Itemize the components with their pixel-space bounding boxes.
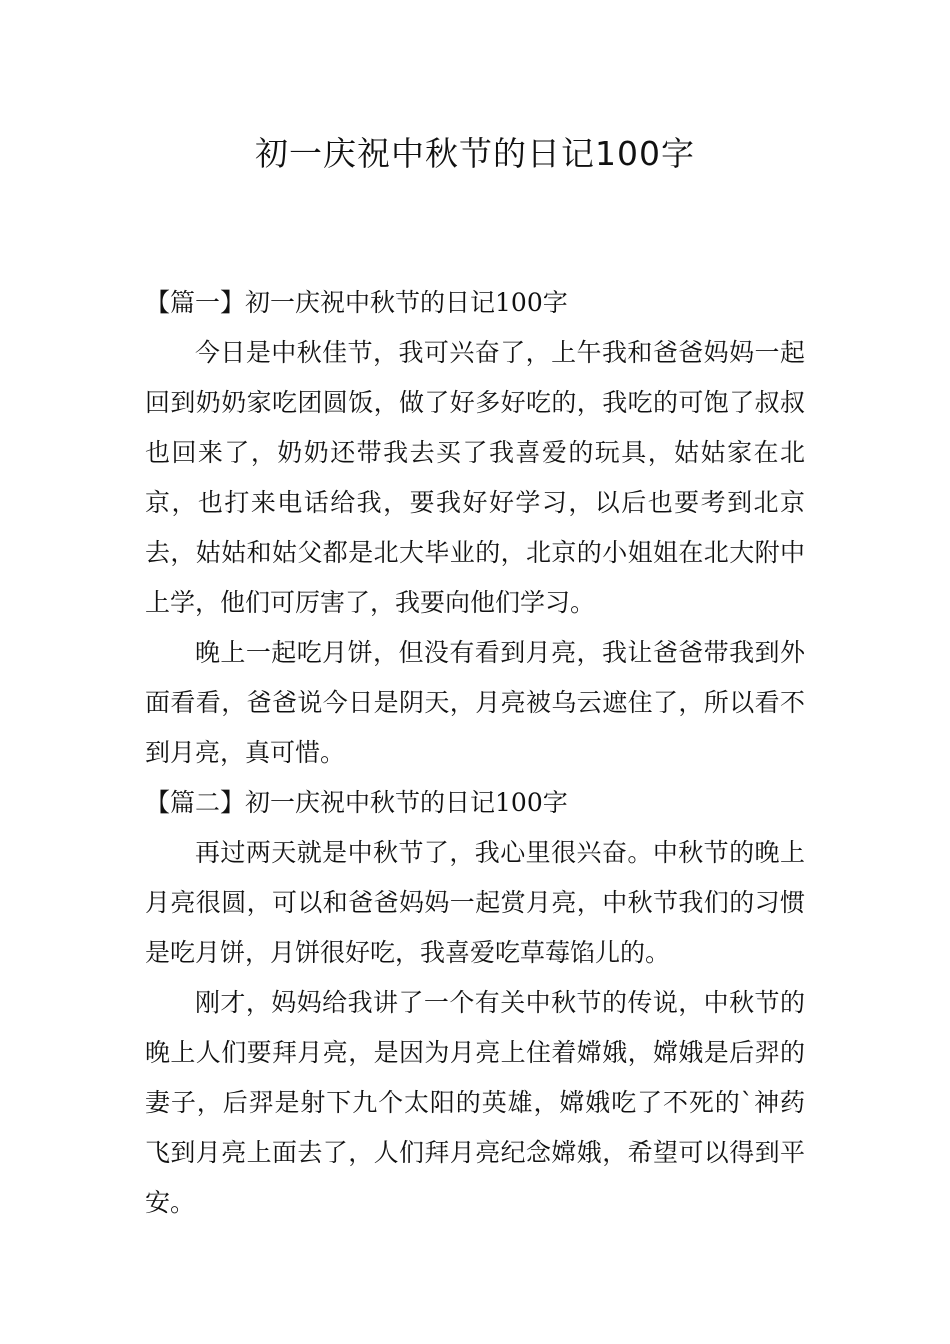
paragraph: 晚上一起吃月饼，但没有看到月亮，我让爸爸带我到外面看看，爸爸说今日是阴天，月亮被乌云遮住了，所以看不到月亮，真可惜。 — [145, 638, 805, 767]
section-2 — [145, 778, 805, 1228]
document-title: 初一庆祝中秋节的日记100字 — [255, 134, 695, 173]
paragraph: 今日是中秋佳节，我可兴奋了，上午我和爸爸妈妈一起回到奶奶家吃团圆饭，做了好多好吃的，我吃的可饱了叔叔也回来了，奶奶还带我去买了我喜爱的玩具，姑姑家在北京，也打来电话给我，要我好好学习，以后也要考到北京去，姑姑和姑父都是北大毕业的，北京的小姐姐在北大附中上学，他们可厉害了，我要向他们学习。 — [145, 338, 805, 617]
paragraph: 再过两天就是中秋节了，我心里很兴奋。中秋节的晚上月亮很圆，可以和爸爸妈妈一起赏月亮，中秋节我们的习惯是吃月饼，月饼很好吃，我喜爱吃草莓馅儿的。 — [145, 838, 805, 967]
section-1 — [145, 278, 805, 778]
section-heading: 【篇一】初一庆祝中秋节的日记100字 — [145, 288, 568, 317]
paragraph: 刚才，妈妈给我讲了一个有关中秋节的传说，中秋节的晚上人们要拜月亮，是因为月亮上住着嫦娥，嫦娥是后羿的妻子，后羿是射下九个太阳的英雄，嫦娥吃了不死的`神药飞到月亮上面去了，人们拜月亮纪念嫦娥，希望可以得到平安。 — [145, 988, 805, 1217]
document-body — [145, 278, 805, 1228]
section-heading: 【篇二】初一庆祝中秋节的日记100字 — [145, 788, 568, 817]
